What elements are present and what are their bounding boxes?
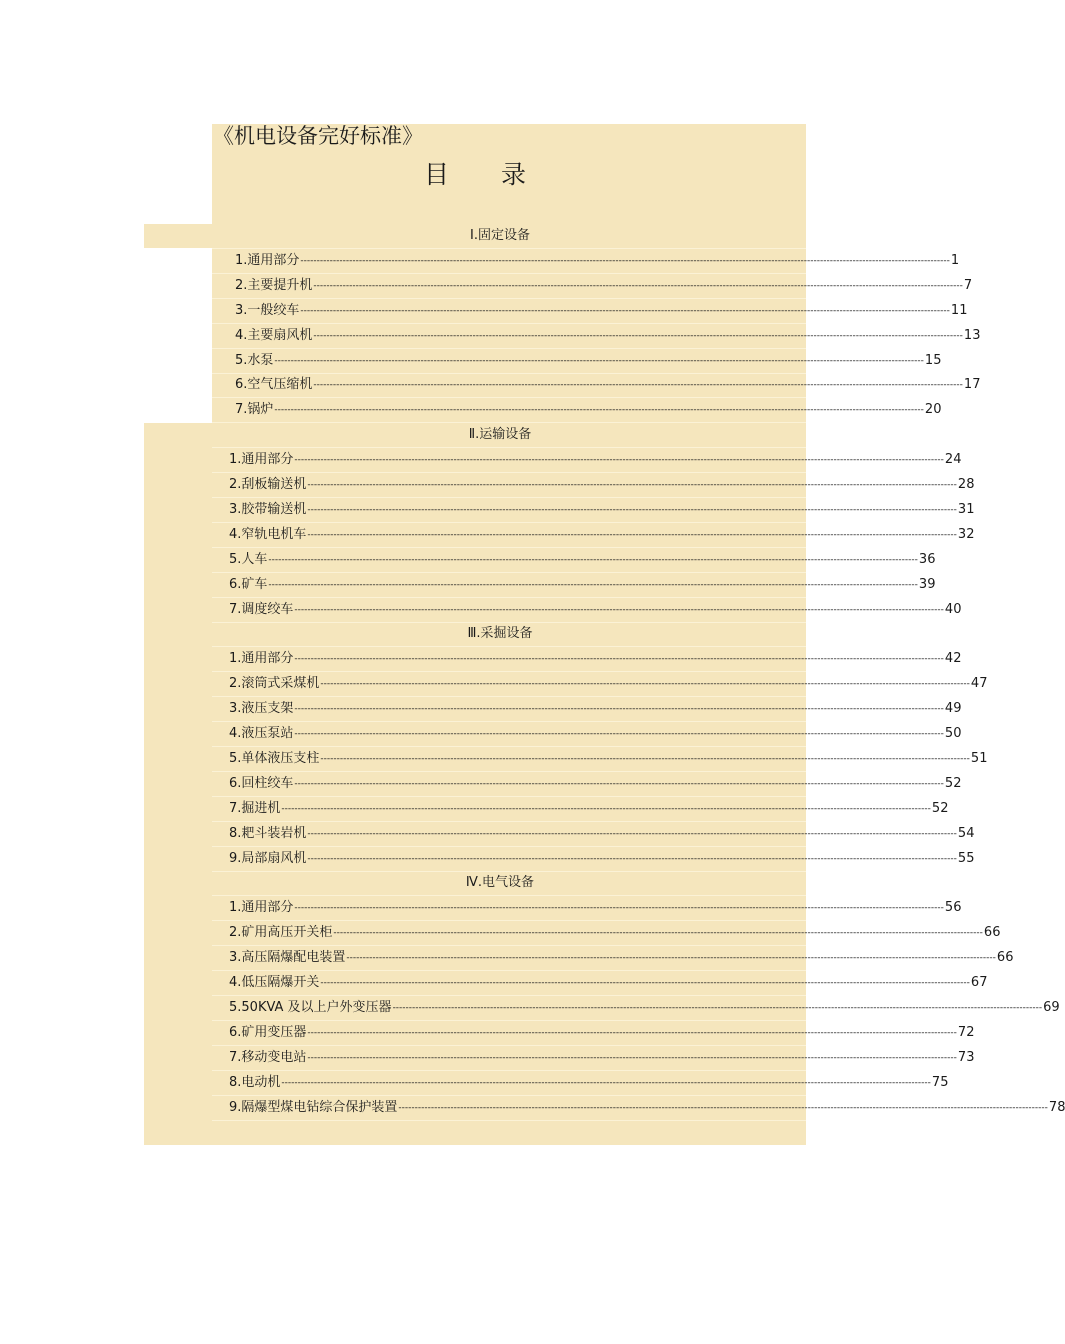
toc-entry-page-number: 56 [944,900,962,916]
toc-entry[interactable] [229,699,962,719]
row-separator [212,472,806,473]
toc-entry[interactable] [229,500,975,520]
row-separator [212,1095,806,1096]
toc-dot-leader: -------------------------------------------------------------------------------------------------------------------------------------------------------------------------------------------------------- [307,828,957,839]
toc-entry-page-number: 47 [970,676,988,692]
toc-dot-leader: -------------------------------------------------------------------------------------------------------------------------------------------------------------------------------------------------------- [294,654,944,665]
toc-entry-page-number: 17 [963,377,981,393]
row-separator [212,373,806,374]
row-separator [212,522,806,523]
toc-dot-leader: -------------------------------------------------------------------------------------------------------------------------------------------------------------------------------------------------------- [268,579,918,590]
row-separator [212,597,806,598]
toc-entry[interactable] [229,475,975,495]
toc-entry-page-number: 50 [944,726,962,741]
toc-entry-label: 2.刮板输送机 [229,477,307,492]
row-separator [212,821,806,822]
toc-entry-page-number: 67 [970,975,988,990]
toc-entry-page-number: 28 [957,477,975,492]
toc-entry-label: 1.通用部分 [229,651,294,667]
toc-entry-label: 4.主要扇风机 [235,327,313,343]
toc-entry-page-number: 36 [918,551,936,567]
toc-entry[interactable] [235,375,981,395]
toc-dot-leader: -------------------------------------------------------------------------------------------------------------------------------------------------------------------------------------------------------- [281,803,931,814]
row-separator [212,721,806,722]
toc-entry-label: 7.掘进机 [229,800,281,816]
toc-entry[interactable] [229,724,962,744]
row-separator [212,547,806,548]
toc-dot-leader: -------------------------------------------------------------------------------------------------------------------------------------------------------------------------------------------------------- [268,554,918,565]
toc-dot-leader: -------------------------------------------------------------------------------------------------------------------------------------------------------------------------------------------------------- [346,953,996,964]
document-title: 《机电设备完好标准》 [213,124,423,148]
toc-entry-label: 3.胶带输送机 [229,501,307,517]
row-separator [212,1020,806,1021]
toc-dot-leader: -------------------------------------------------------------------------------------------------------------------------------------------------------------------------------------------------------- [294,778,944,789]
toc-heading: 目 录 [424,160,548,189]
toc-entry-page-number: 15 [924,352,942,368]
toc-dot-leader: -------------------------------------------------------------------------------------------------------------------------------------------------------------------------------------------------------- [392,1002,1043,1013]
toc-dot-leader: -------------------------------------------------------------------------------------------------------------------------------------------------------------------------------------------------------- [307,853,957,864]
section-heading: Ⅰ.固定设备 [470,228,530,243]
toc-entry-page-number: 24 [944,452,962,468]
toc-entry[interactable] [229,898,962,918]
toc-entry[interactable] [229,849,975,869]
section-heading: Ⅳ.电气设备 [465,875,535,891]
toc-entry-label: 7.锅炉 [235,402,274,418]
row-separator [212,397,806,398]
toc-dot-leader: -------------------------------------------------------------------------------------------------------------------------------------------------------------------------------------------------------- [307,529,957,540]
row-separator [212,871,806,872]
section-heading: Ⅲ.采掘设备 [467,626,533,642]
toc-entry-page-number: 51 [970,750,988,766]
section-heading: Ⅱ.运输设备 [468,427,532,443]
toc-entry-page-number: 72 [957,1024,975,1040]
toc-entry[interactable] [229,1023,975,1043]
toc-dot-leader: -------------------------------------------------------------------------------------------------------------------------------------------------------------------------------------------------------- [313,330,963,341]
row-separator [212,572,806,573]
toc-entry-label: 4.低压隔爆开关 [229,975,320,990]
toc-entry-page-number: 42 [944,651,962,667]
row-separator [212,895,806,896]
row-separator [212,1070,806,1071]
toc-entry-page-number: 73 [957,1049,975,1065]
toc-entry[interactable] [229,749,988,769]
row-separator [212,771,806,772]
toc-entry-page-number: 32 [957,526,975,542]
toc-entry-label: 6.矿车 [229,576,268,592]
toc-entry[interactable] [229,575,936,595]
toc-entry[interactable] [229,824,975,844]
toc-entry-page-number: 7 [963,277,973,293]
toc-entry[interactable] [229,550,936,570]
toc-entry-label: 1.通用部分 [229,452,294,468]
toc-entry[interactable] [229,1048,975,1068]
row-separator [212,622,806,623]
toc-entry[interactable] [235,251,960,271]
toc-entry-page-number: 55 [957,850,975,866]
toc-dot-leader: -------------------------------------------------------------------------------------------------------------------------------------------------------------------------------------------------------- [300,255,950,266]
row-separator [212,846,806,847]
toc-entry-label: 6.矿用变压器 [229,1024,307,1040]
toc-entry-page-number: 1 [950,252,960,268]
toc-dot-leader: -------------------------------------------------------------------------------------------------------------------------------------------------------------------------------------------------------- [300,305,950,316]
toc-entry[interactable] [229,774,962,794]
toc-entry-label: 4.液压泵站 [229,726,294,741]
toc-entry-page-number: 40 [944,601,962,617]
toc-entry[interactable] [229,948,1014,968]
toc-entry-page-number: 11 [950,302,968,318]
toc-dot-leader: -------------------------------------------------------------------------------------------------------------------------------------------------------------------------------------------------------- [281,1077,931,1088]
toc-entry[interactable] [229,525,975,545]
row-separator [212,696,806,697]
toc-dot-leader: -------------------------------------------------------------------------------------------------------------------------------------------------------------------------------------------------------- [320,753,970,764]
toc-entry-label: 3.高压隔爆配电装置 [229,950,346,966]
toc-entry-page-number: 31 [957,501,975,517]
row-separator [212,422,806,423]
row-separator [212,646,806,647]
toc-dot-leader: -------------------------------------------------------------------------------------------------------------------------------------------------------------------------------------------------------- [320,679,970,690]
toc-entry-label: 7.移动变电站 [229,1049,307,1065]
toc-entry-label: 2.矿用高压开关柜 [229,925,333,941]
toc-entry-label: 3.一般绞车 [235,302,300,318]
toc-entry-label: 5.水泵 [235,352,274,368]
toc-entry[interactable] [229,799,949,819]
toc-entry-label: 5.人车 [229,551,268,567]
toc-dot-leader: -------------------------------------------------------------------------------------------------------------------------------------------------------------------------------------------------------- [274,355,924,366]
row-separator [212,248,806,249]
row-separator [212,970,806,971]
toc-entry-page-number: 69 [1043,999,1060,1015]
toc-entry-label: 1.通用部分 [229,900,294,916]
toc-dot-leader: -------------------------------------------------------------------------------------------------------------------------------------------------------------------------------------------------------- [294,604,944,615]
toc-dot-leader: -------------------------------------------------------------------------------------------------------------------------------------------------------------------------------------------------------- [320,978,970,988]
toc-dot-leader: -------------------------------------------------------------------------------------------------------------------------------------------------------------------------------------------------------- [274,405,924,416]
toc-dot-leader: -------------------------------------------------------------------------------------------------------------------------------------------------------------------------------------------------------- [307,1027,957,1038]
toc-entry[interactable] [229,649,962,669]
row-separator [212,1120,806,1121]
toc-entry[interactable] [235,326,981,346]
toc-entry-page-number: 20 [924,402,942,418]
toc-entry-label: 2.主要提升机 [235,277,313,293]
row-separator [212,447,806,448]
toc-entry[interactable] [229,1098,1065,1118]
toc-entry-label: 8.电动机 [229,1074,281,1090]
toc-entry-label: 2.滚筒式采煤机 [229,676,320,692]
toc-entry[interactable] [229,973,988,993]
toc-entry[interactable] [229,600,962,620]
toc-entry-page-number: 78 [1048,1099,1065,1115]
row-separator [212,497,806,498]
toc-entry-label: 1.通用部分 [235,252,300,268]
toc-dot-leader: -------------------------------------------------------------------------------------------------------------------------------------------------------------------------------------------------------- [307,480,957,490]
toc-entry-label: 5.50KVA 及以上户外变压器 [229,999,392,1015]
toc-dot-leader: -------------------------------------------------------------------------------------------------------------------------------------------------------------------------------------------------------- [294,729,944,739]
row-separator [212,920,806,921]
toc-dot-leader: -------------------------------------------------------------------------------------------------------------------------------------------------------------------------------------------------------- [294,704,944,715]
row-separator [212,348,806,349]
toc-entry-label: 8.耙斗装岩机 [229,825,307,841]
toc-entry[interactable] [235,400,942,420]
row-separator [212,323,806,324]
row-separator [212,1045,806,1046]
toc-entry-page-number: 66 [996,950,1014,966]
toc-entry-page-number: 13 [963,327,981,343]
toc-dot-leader: -------------------------------------------------------------------------------------------------------------------------------------------------------------------------------------------------------- [333,928,983,939]
toc-entry[interactable] [229,674,988,694]
toc-entry[interactable] [235,351,942,371]
row-separator [212,671,806,672]
toc-entry-page-number: 75 [931,1074,949,1090]
toc-entry-page-number: 52 [944,775,962,791]
toc-entry[interactable] [235,276,973,296]
toc-entry-label: 5.单体液压支柱 [229,750,320,766]
toc-dot-leader: -------------------------------------------------------------------------------------------------------------------------------------------------------------------------------------------------------- [313,280,963,291]
toc-entry-page-number: 49 [944,701,962,717]
toc-dot-leader: -------------------------------------------------------------------------------------------------------------------------------------------------------------------------------------------------------- [398,1102,1048,1113]
toc-entry-label: 9.隔爆型煤电钻综合保护装置 [229,1099,398,1115]
toc-entry[interactable] [229,1073,949,1093]
toc-dot-leader: -------------------------------------------------------------------------------------------------------------------------------------------------------------------------------------------------------- [313,380,963,391]
toc-entry-label: 3.液压支架 [229,701,294,717]
row-separator [212,995,806,996]
toc-entry-label: 6.空气压缩机 [235,377,313,393]
toc-dot-leader: -------------------------------------------------------------------------------------------------------------------------------------------------------------------------------------------------------- [307,1052,957,1063]
toc-dot-leader: -------------------------------------------------------------------------------------------------------------------------------------------------------------------------------------------------------- [307,504,957,515]
toc-entry[interactable] [229,450,962,470]
toc-entry-label: 9.局部扇风机 [229,850,307,866]
toc-dot-leader: -------------------------------------------------------------------------------------------------------------------------------------------------------------------------------------------------------- [294,455,944,466]
toc-entry[interactable] [229,998,1060,1018]
toc-entry-page-number: 39 [918,576,936,592]
toc-entry[interactable] [235,301,968,321]
toc-entry[interactable] [229,923,1001,943]
row-separator [212,796,806,797]
toc-entry-page-number: 54 [957,825,975,841]
toc-dot-leader: -------------------------------------------------------------------------------------------------------------------------------------------------------------------------------------------------------- [294,903,944,914]
toc-entry-label: 6.回柱绞车 [229,775,294,791]
toc-entry-label: 7.调度绞车 [229,601,294,617]
row-separator [212,746,806,747]
toc-entry-page-number: 52 [931,800,949,816]
toc-entry-page-number: 66 [983,925,1001,941]
toc-entry-label: 4.窄轨电机车 [229,526,307,542]
row-separator [212,273,806,274]
row-separator [212,945,806,946]
row-separator [212,298,806,299]
